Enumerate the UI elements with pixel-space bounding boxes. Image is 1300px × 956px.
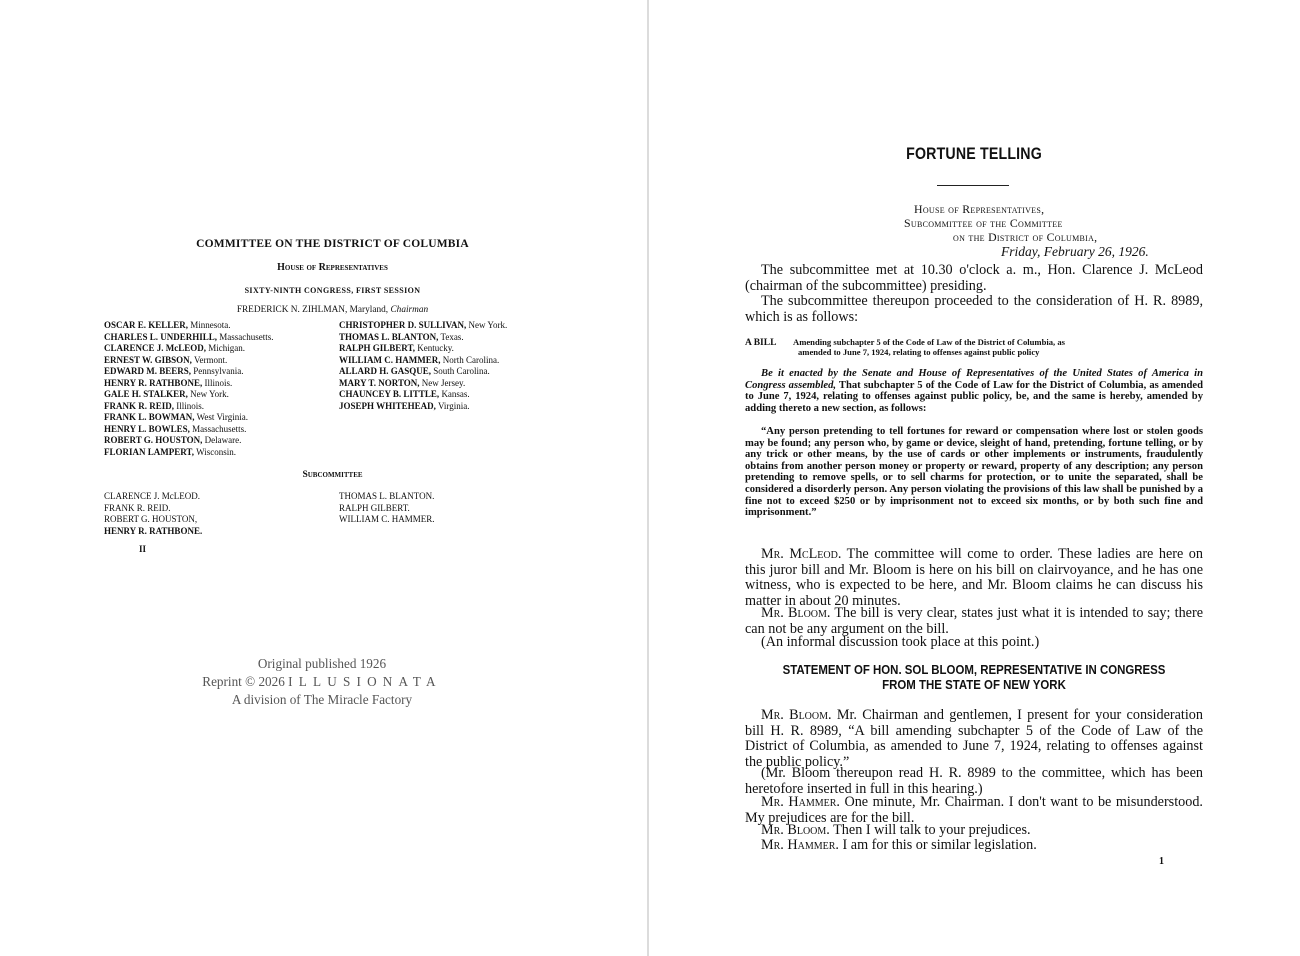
house-heading: House of Representatives bbox=[277, 262, 388, 273]
member-name: ERNEST W. GIBSON, bbox=[104, 354, 192, 365]
page-divider bbox=[647, 0, 649, 956]
enacting-words: Be it enacted by the Senate and House of Representatives of the United States of America in Congress assembled, bbox=[745, 368, 1203, 391]
member-name: JOSEPH WHITEHEAD, bbox=[339, 400, 436, 411]
member-name: CHARLES L. UNDERHILL, bbox=[104, 331, 218, 342]
member-state: Texas. bbox=[440, 331, 464, 342]
speaker-bloom: Mr. Bloom. bbox=[761, 822, 830, 838]
member-state: New York. bbox=[190, 389, 229, 400]
subcommittee-member: RALPH GILBERT. bbox=[339, 502, 410, 513]
member-row bbox=[104, 366, 274, 378]
member-name: RALPH GILBERT, bbox=[339, 343, 416, 354]
member-row bbox=[104, 435, 274, 447]
paragraph-reading: (Mr. Bloom thereupon read H. R. 8989 to the committee, which has been heretofore inserted in full in this hearing.) bbox=[745, 765, 1203, 797]
member-name: CHRISTOPHER D. SULLIVAN, bbox=[339, 320, 467, 330]
subcommittee-right-column bbox=[339, 491, 435, 526]
member-row bbox=[104, 320, 274, 332]
statement-heading: STATEMENT OF HON. SOL BLOOM, REPRESENTATIVE IN CONGRESS FROM THE STATE OF NEW YORK bbox=[782, 662, 1166, 692]
subcommittee-member: WILLIAM C. HAMMER. bbox=[339, 514, 435, 525]
member-state: Pennsylvania. bbox=[193, 366, 244, 377]
member-name: FRANK L. BOWMAN, bbox=[104, 412, 195, 423]
member-state: New York. bbox=[468, 320, 508, 330]
member-row bbox=[104, 389, 274, 401]
paragraph-informal: (An informal discussion took place at this point.) bbox=[761, 634, 1040, 650]
member-name: FRANK R. REID, bbox=[104, 400, 175, 411]
publication-line-2 bbox=[150, 673, 494, 691]
paragraph-consideration: The subcommittee thereupon proceeded to the consideration of H. R. 8989, which is as follows: bbox=[745, 293, 1203, 325]
publisher-brand: ILLUSIONATA bbox=[288, 674, 442, 689]
bloom-remarks-2: Mr. Chairman and gentlemen, I present for your consideration bill H. R. 8989, “A bill amending subchapter 5 of the Code of Law of the District of Columbia, as amended to June 7, 1924, relating to offenses against the public policy.” bbox=[745, 707, 1203, 770]
member-row bbox=[339, 378, 507, 390]
members-right-column bbox=[339, 320, 507, 412]
member-row bbox=[339, 332, 507, 344]
member-state: North Carolina. bbox=[442, 354, 500, 365]
member-state: Delaware. bbox=[204, 435, 242, 446]
paragraph-bloom-2 bbox=[745, 708, 1203, 770]
title-rule bbox=[937, 185, 1009, 186]
member-name: WILLIAM C. HAMMER, bbox=[339, 354, 441, 365]
member-row bbox=[104, 378, 274, 390]
chairman-line bbox=[0, 305, 647, 315]
subcommittee-member: ROBERT G. HOUSTON, bbox=[104, 514, 198, 525]
subcommittee-member: THOMAS L. BLANTON. bbox=[339, 491, 435, 501]
bloom-remarks-3: Then I will talk to your prejudices. bbox=[829, 822, 1031, 838]
member-name: ALLARD H. GASQUE, bbox=[339, 366, 432, 377]
member-name: HENRY R. RATHBONE, bbox=[104, 377, 203, 388]
hammer-remarks-1: One minute, Mr. Chairman. I don't want to be misunderstood. My prejudices are for the bill. bbox=[745, 794, 1203, 826]
bill-caption-line-2: amended to June 7, 1924, relating to offenses against public policy bbox=[798, 347, 1040, 357]
bill-caption-line-1: Amending subchapter 5 of the Code of Law of the District of Columbia, as bbox=[793, 337, 1065, 347]
member-name: GALE H. STALKER, bbox=[104, 389, 188, 400]
enacting-rest: That subchapter 5 of the Code of Law for the District of Columbia, as amended to June 7, 1924, relating to offenses against public policy, be, and the same is hereby, amended by adding thereto a new section, as follows: bbox=[745, 379, 1203, 414]
mcleod-remarks: The committee will come to order. These ladies are here on this juror bill and Mr. Bloom is here on his bill on clairvoyance, and he has one witness, who is expected to be here, and Mr. Bloom claims he can discuss his matter in about 20 minutes. bbox=[745, 546, 1203, 609]
publication-block bbox=[150, 655, 494, 709]
member-name: HENRY L. BOWLES, bbox=[104, 423, 190, 434]
member-state: Vermont. bbox=[193, 354, 228, 365]
member-state: Michigan. bbox=[208, 343, 246, 354]
hearing-date: Friday, February 26, 1926. bbox=[1001, 244, 1149, 259]
member-state: West Virginia. bbox=[196, 412, 248, 423]
header-line-1: House of Representatives, bbox=[914, 202, 1045, 216]
bill-caption bbox=[745, 337, 1203, 357]
member-row bbox=[104, 332, 274, 344]
chairman-role: Chairman bbox=[390, 305, 429, 315]
header-line-2: Subcommittee of the Committee bbox=[904, 216, 1063, 230]
committee-title: COMMITTEE ON THE DISTRICT OF COLUMBIA bbox=[196, 238, 469, 250]
subcommittee-heading: Subcommittee bbox=[302, 470, 363, 480]
member-state: Kansas. bbox=[441, 389, 470, 400]
member-state: Illinois. bbox=[176, 400, 205, 411]
roman-page-number: II bbox=[139, 544, 147, 554]
speaker-hammer: Mr. Hammer. bbox=[761, 837, 839, 853]
member-state: Kentucky. bbox=[417, 343, 454, 354]
publication-line-3: A division of The Miracle Factory bbox=[231, 692, 413, 707]
bloom-remarks-1: The bill is very clear, states just what it is intended to say; there can not be any argument on the bill. bbox=[745, 605, 1203, 637]
subcommittee-member: HENRY R. RATHBONE. bbox=[104, 525, 203, 536]
member-name: THOMAS L. BLANTON, bbox=[339, 331, 439, 342]
member-state: Minnesota. bbox=[190, 320, 231, 330]
member-state: Massachusetts. bbox=[219, 331, 274, 342]
subcommittee-member: CLARENCE J. McLEOD. bbox=[104, 491, 200, 501]
session-line: SIXTY-NINTH CONGRESS, FIRST SESSION bbox=[244, 286, 421, 295]
member-row bbox=[339, 366, 507, 378]
member-row bbox=[104, 401, 274, 413]
member-state: New Jersey. bbox=[421, 377, 466, 388]
member-name: MARY T. NORTON, bbox=[339, 377, 420, 388]
page-number: 1 bbox=[1159, 856, 1164, 867]
member-state: South Carolina. bbox=[433, 366, 490, 377]
reprint-text: Reprint © 2026 bbox=[202, 674, 285, 689]
member-state: Massachusetts. bbox=[192, 423, 247, 434]
bill-quote: “Any person pretending to tell fortunes for reward or compensation where lost or stolen goods may be found; any person who, by game or device, sleight of hand, pretending, fortune telling, or by any trick or other means, by the use of cards or other implements or instruments, fraudulently obtains from another person money or property or reward, property of any description; any person pretending to remove spells, or to sell charms for protection, or to unite the separated, shall be considered a disorderly person. Any person violating the provisions of this law shall be punished by a fine not to exceed $250 or by imprisonment not to exceed six months, or by both such fine and imprisonment.” bbox=[745, 426, 1203, 519]
subcommittee-left-column bbox=[104, 491, 202, 537]
member-name: FLORIAN LAMPERT, bbox=[104, 447, 195, 458]
member-state: Illinois. bbox=[204, 377, 233, 388]
member-row bbox=[339, 343, 507, 355]
member-name: OSCAR E. KELLER, bbox=[104, 320, 189, 330]
bill-label: A BILL bbox=[745, 338, 777, 348]
speaker-bloom: Mr. Bloom. bbox=[761, 605, 831, 621]
speaker-hammer: Mr. Hammer. bbox=[761, 794, 840, 810]
speaker-bloom: Mr. Bloom. bbox=[761, 707, 832, 723]
member-row bbox=[339, 320, 507, 332]
header-line-3: on the District of Columbia, bbox=[953, 230, 1098, 244]
hammer-remarks-2: I am for this or similar legislation. bbox=[838, 837, 1037, 853]
paragraph-hammer-2 bbox=[745, 838, 1203, 854]
left-page bbox=[0, 0, 647, 956]
paragraph-bloom-1 bbox=[745, 606, 1203, 637]
member-row bbox=[339, 389, 507, 401]
enacting-clause bbox=[745, 368, 1203, 414]
document-title: FORTUNE TELLING bbox=[906, 145, 1042, 163]
speaker-mcleod: Mr. McLeod. bbox=[761, 546, 842, 562]
paragraph-meeting: The subcommittee met at 10.30 o'clock a. m., Hon. Clarence J. McLeod (chairman of the subcommittee) presiding. bbox=[745, 262, 1203, 294]
member-row bbox=[104, 424, 274, 436]
member-row bbox=[104, 447, 274, 459]
member-state: Virginia. bbox=[437, 400, 470, 411]
member-row bbox=[104, 343, 274, 355]
member-name: ROBERT G. HOUSTON, bbox=[104, 435, 203, 446]
member-row bbox=[104, 355, 274, 367]
member-name: CLARENCE J. McLEOD, bbox=[104, 343, 207, 354]
chairman-name: FREDERICK N. ZIHLMAN, Maryland, bbox=[236, 305, 389, 315]
member-row bbox=[339, 401, 507, 413]
members-left-column bbox=[104, 320, 274, 459]
subcommittee-member: FRANK R. REID. bbox=[104, 502, 171, 513]
member-state: Wisconsin. bbox=[196, 447, 237, 458]
publication-line-1: Original published 1926 bbox=[257, 656, 387, 671]
member-row bbox=[339, 355, 507, 367]
member-row bbox=[104, 412, 274, 424]
member-name: EDWARD M. BEERS, bbox=[104, 366, 192, 377]
member-name: CHAUNCEY B. LITTLE, bbox=[339, 389, 440, 400]
paragraph-mcleod bbox=[745, 547, 1203, 609]
